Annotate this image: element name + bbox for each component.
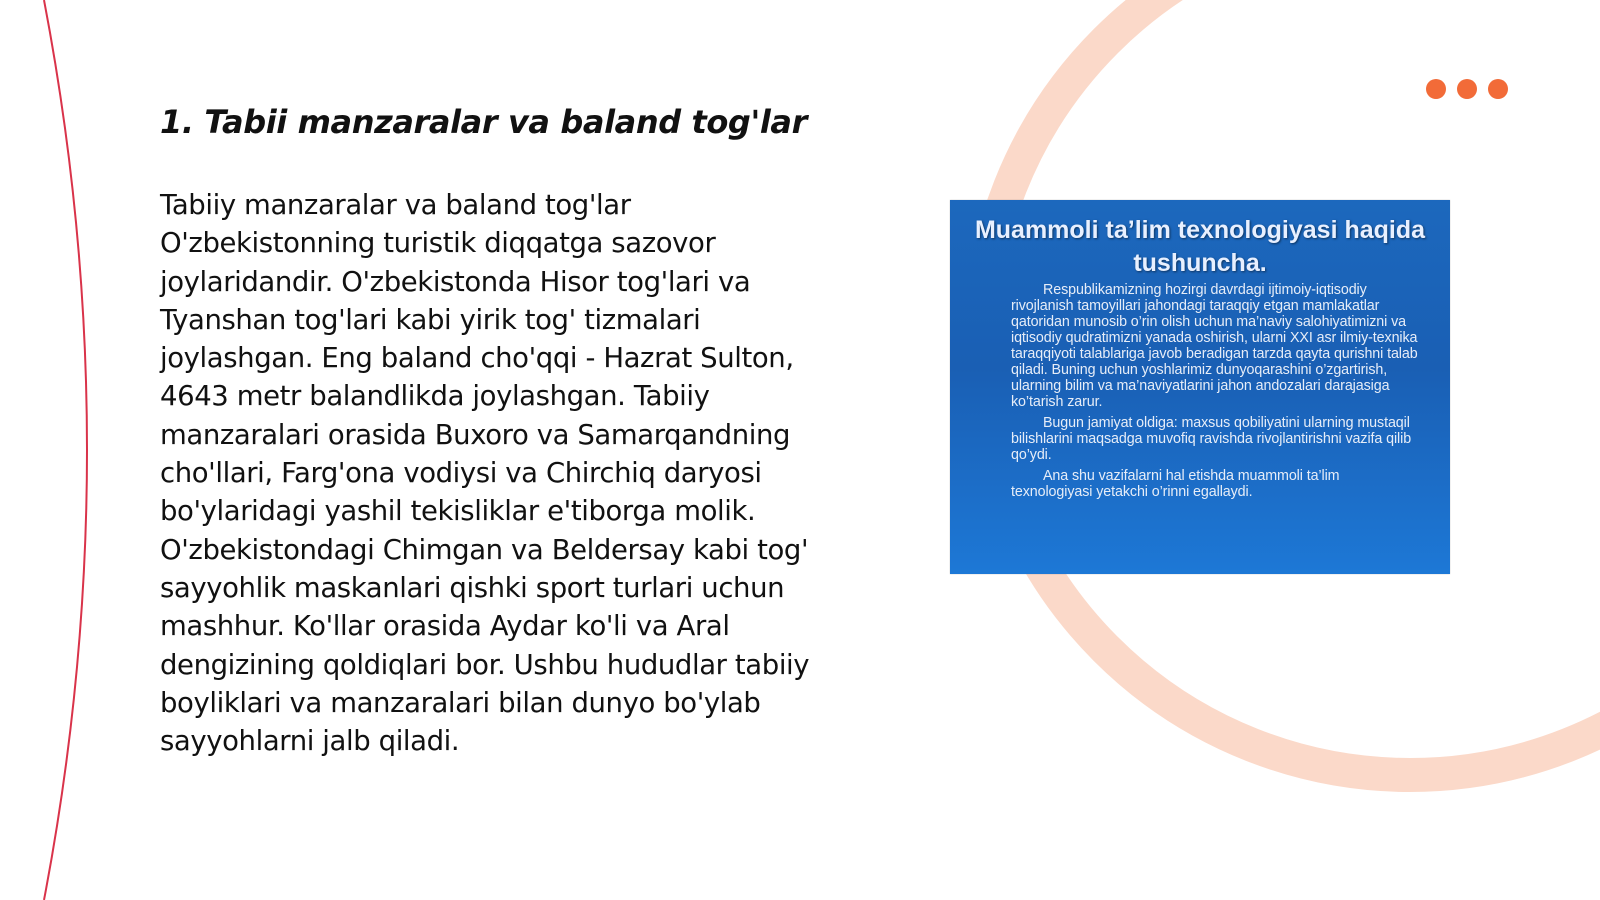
dot-icon xyxy=(1426,79,1446,99)
image-paragraph: Respublikamizning hozirgi davrdagi ijtimoiy-iqtisodiy rivojlanish tamoyillari jahondagi taraqqiy etgan mamlakatlar qatoridan munosib o’rin olish uchun ma’naviy salohiyatimizni va iqtisodiy qudratimizni yanada oshirish, ularni XXI asr ilmiy-texnika taraqqiyoti talablariga javob beradigan tarzda qayta qurishni talab qiladi. Buning uchun yoshlarimiz dunyoqarashini o’zgartirish, ularning bilim va ma’naviyatlarini jahon andozalari darajasiga ko’tarish zarur. xyxy=(1011,282,1418,410)
slide-body-text: Tabiiy manzaralar va baland tog'lar O'zbekistonning turistik diqqatga sazovor joylaridandir. O'zbekistonda Hisor tog'lari va Tyanshan tog'lari kabi yirik tog' tizmalari joylashgan. Eng baland cho'qqi - Hazrat Sulton, 4643 metr balandlikda joylashgan. Tabiiy manzaralari orasida Buxoro va Samarqandning cho'llari, Farg'ona vodiysi va Chirchiq daryosi bo'ylaridagi yashil tekisliklar e'tiborga molik. O'zbekistondagi Chimgan va Beldersay kabi tog' sayyohlik maskanlari qishki sport turlari uchun mashhur. Ko'llar orasida Aydar ko'li va Aral dengizining qoldiqlari bor. Ushbu hududlar tabiiy boyliklari va manzaralari bilan dunyo bo'ylab sayyohlarni jalb qiladi. xyxy=(160,189,810,758)
image-paragraph: Bugun jamiyat oldiga: maxsus qobiliyatini ularning mustaqil bilishlarini maqsadga muvofiq ravishda rivojlantirishni vazifa qilib qo’ydi. xyxy=(1011,415,1412,463)
red-curve-line xyxy=(44,0,87,900)
three-orange-dots-icon xyxy=(1426,79,1508,99)
slide-title: 1. Tabii manzaralar va baland tog'lar xyxy=(160,103,807,141)
image-paragraph: Ana shu vazifalarni hal etishda muammoli ta’lim texnologiyasi yetakchi o’rinni egallaydi. xyxy=(1011,468,1340,500)
embedded-slide-image xyxy=(950,200,1450,574)
image-title: Muammoli ta’lim texnologiyasi haqida tushuncha. xyxy=(974,216,1426,277)
dot-icon xyxy=(1488,79,1508,99)
dot-icon xyxy=(1457,79,1477,99)
